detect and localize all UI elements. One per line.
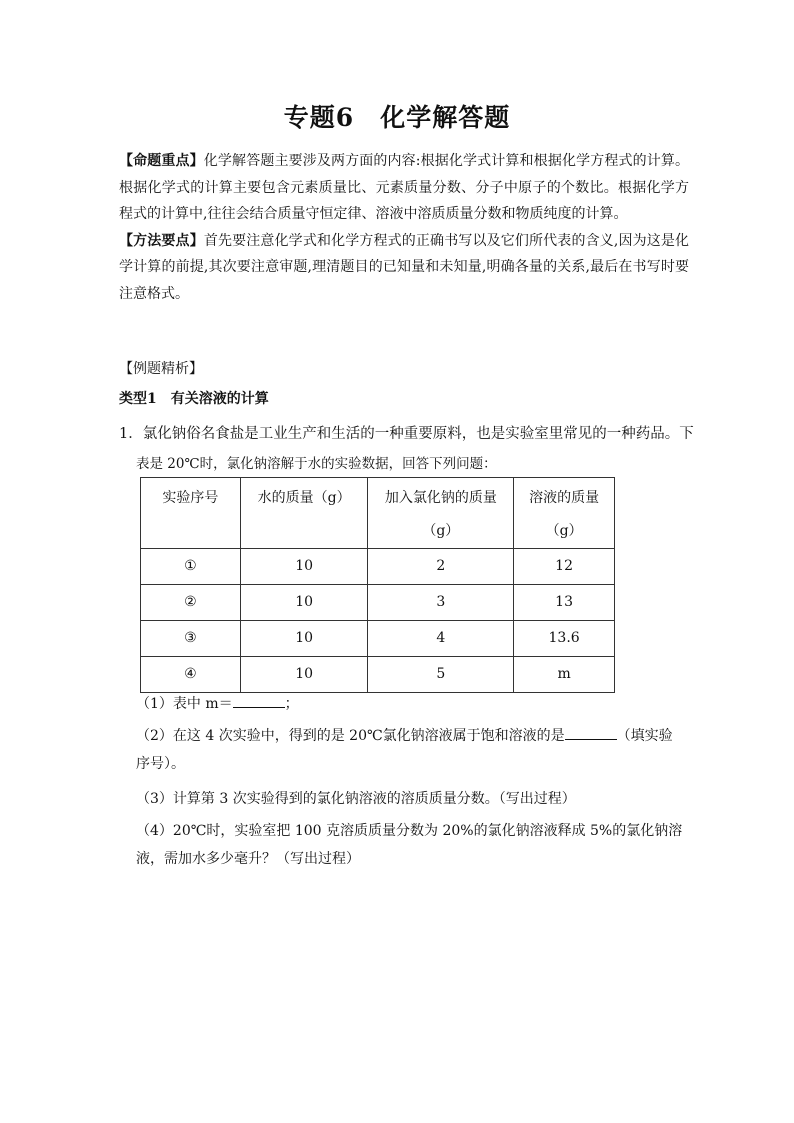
table-cell: 10 (240, 621, 368, 657)
header-cell: 溶液的质量 （g） (514, 478, 615, 549)
table-cell: ① (141, 549, 241, 585)
question-line-1: 1．氯化钠俗名食盐是工业生产和生活的一种重要原料，也是实验室里常见的一种药品。下 (119, 426, 694, 442)
header-cell: 实验序号 (141, 478, 241, 549)
table-row (141, 621, 615, 657)
table-cell: 5 (368, 657, 514, 693)
method-paragraph (119, 228, 689, 308)
answer-blank[interactable] (565, 725, 617, 740)
table-cell: ② (141, 585, 241, 621)
table-cell: 10 (240, 585, 368, 621)
focus-paragraph (119, 148, 689, 228)
table-cell: 3 (368, 585, 514, 621)
table-cell: 10 (240, 549, 368, 585)
sub-question-3: （3）计算第 3 次实验得到的氯化钠溶液的溶质质量分数。（写出过程） (136, 791, 576, 807)
sub-question-4: （4）20℃时，实验室把 100 克溶质质量分数为 20%的氯化钠溶液释成 5%的氯化钠溶液，需加水多少毫升？（写出过程） (136, 823, 683, 867)
method-text: 首先要注意化学式和化学方程式的正确书写以及它们所代表的含义,因为这是化学计算的前提,其次要注意审题,理清题目的已知量和未知量,明确各量的关系,最后在书写时要注意格式。 (119, 232, 690, 302)
type-header: 类型1 有关溶液的计算 (119, 391, 269, 407)
table-cell: 13.6 (514, 621, 615, 657)
table-cell: 2 (368, 549, 514, 585)
answer-blank[interactable] (233, 693, 285, 708)
table-row (141, 549, 615, 585)
experiment-table (140, 477, 615, 693)
table-cell: 4 (368, 621, 514, 657)
table-row (141, 585, 615, 621)
page-title: 专题6 化学解答题 (283, 103, 511, 132)
section-header: 【例题精析】 (119, 361, 203, 377)
focus-text: 化学解答题主要涉及两方面的内容:根据化学式计算和根据化学方程式的计算。根据化学式的计算主要包含元素质量比、元素质量分数、分子中原子的个数比。根据化学方程式的计算中,往往会结合质量守恒定律、溶液中溶质质量分数和物质纯度的计算。 (119, 153, 690, 222)
sub-question-2: （2）在这 4 次实验中，得到的是 20℃氯化钠溶液属于饱和溶液的是 （填实验序号）。 (136, 722, 686, 778)
table-cell: 13 (514, 585, 615, 621)
table-cell: m (514, 657, 615, 693)
table-cell: ④ (141, 657, 241, 693)
method-label: 【方法要点】 (119, 232, 204, 249)
header-cell: 加入氯化钠的质量 （g） (368, 478, 514, 549)
table-cell: ③ (141, 621, 241, 657)
table-cell: 10 (240, 657, 368, 693)
focus-label: 【命题重点】 (119, 153, 204, 169)
table-header-row (141, 478, 615, 549)
intro-block (119, 148, 689, 307)
table-cell: 12 (514, 549, 615, 585)
question-line-2: 表是 20℃时，氯化钠溶解于水的实验数据，回答下列问题： (136, 456, 497, 472)
header-cell: 水的质量（g） (240, 478, 368, 549)
table-row (141, 657, 615, 693)
sub-question-1: （1）表中 m＝ ； (136, 690, 686, 718)
